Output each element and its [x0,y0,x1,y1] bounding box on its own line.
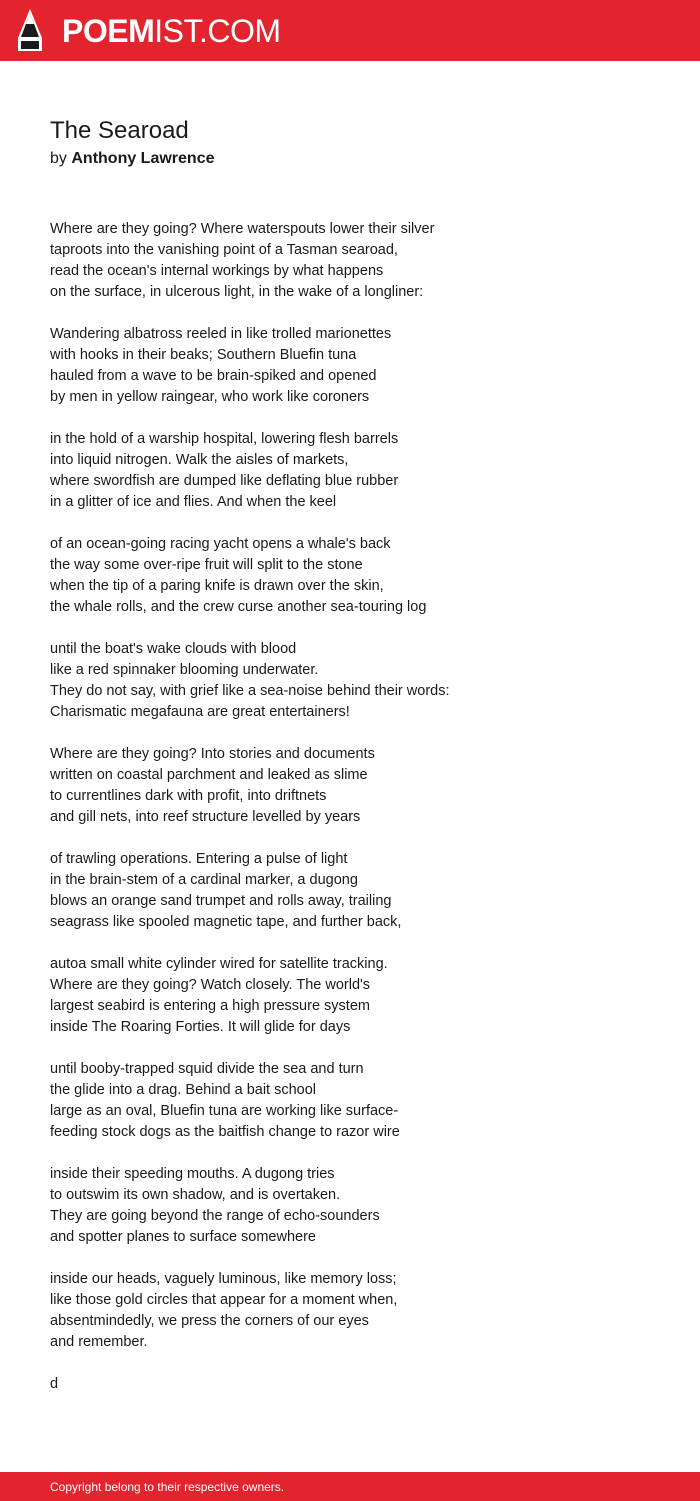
poem-line: into liquid nitrogen. Walk the aisles of markets, [50,452,349,468]
poem-line: large as an oval, Bluefin tuna are working like surface- [50,1103,399,1119]
poem-stanza [50,744,670,828]
poem-line: of an ocean-going racing yacht opens a whale's back [50,536,391,552]
site-header [0,0,700,61]
poem-stanza [50,534,670,618]
poem-stanza [50,429,670,513]
poem-stanza [50,1374,670,1395]
poem-stanza [50,849,670,933]
poem-line: Wandering albatross reeled in like trolled marionettes [50,326,392,342]
poem-line: inside The Roaring Forties. It will glide for days [50,1019,351,1035]
poem-line: on the surface, in ulcerous light, in the wake of a longliner: [50,284,424,300]
author-name: Anthony Lawrence [71,150,215,167]
brand-strong: POEM [62,13,155,49]
poem-stanza [50,954,670,1038]
poem-line: feeding stock dogs as the baitfish change to razor wire [50,1124,400,1140]
poem-line: inside their speeding mouths. A dugong tries [50,1166,335,1182]
poem-line: hauled from a wave to be brain-spiked and opened [50,368,377,384]
poem-title: The Searoad [50,117,189,144]
poem-line: to outswim its own shadow, and is overtaken. [50,1187,341,1203]
poem-line: seagrass like spooled magnetic tape, and further back, [50,914,402,930]
poem-line: in a glitter of ice and flies. And when the keel [50,494,337,510]
poem-stanza [50,219,670,303]
poem-line: like those gold circles that appear for a moment when, [50,1292,398,1308]
poem-line: Where are they going? Watch closely. The world's [50,977,371,993]
poem-stanza [50,1269,670,1353]
site-logo-text[interactable] [62,13,281,49]
poem-stanza [50,639,670,723]
poem-line: Where are they going? Where waterspouts lower their silver [50,221,435,237]
poem-stanza [50,1059,670,1143]
poem-line: inside our heads, vaguely luminous, like memory loss; [50,1271,397,1287]
poem-body [50,219,670,1416]
poem-line: They do not say, with grief like a sea-noise behind their words: [50,683,450,699]
poem-line: d [50,1376,59,1392]
site-footer [0,1472,700,1501]
poem-line: autoa small white cylinder wired for satellite tracking. [50,956,388,972]
poem-line: of trawling operations. Entering a pulse of light [50,851,348,867]
poem-line: blows an orange sand trumpet and rolls away, trailing [50,893,392,909]
poem-stanza [50,324,670,408]
poem-line: the way some over-ripe fruit will split to the stone [50,557,363,573]
poem-line: in the brain-stem of a cardinal marker, a dugong [50,872,358,888]
poem-line: until booby-trapped squid divide the sea and turn [50,1061,364,1077]
poem-line: largest seabird is entering a high pressure system [50,998,370,1014]
poem-line: Charismatic megafauna are great entertainers! [50,704,350,720]
poem-line: and gill nets, into reef structure levelled by years [50,809,361,825]
poem-stanza [50,1164,670,1248]
poem-line: where swordfish are dumped like deflating blue rubber [50,473,399,489]
poem-line: and remember. [50,1334,148,1350]
poem-line: until the boat's wake clouds with blood [50,641,297,657]
poem-line: and spotter planes to surface somewhere [50,1229,316,1245]
by-label: by [50,150,67,167]
brand-light: IST.COM [154,13,281,49]
poem-line: absentmindedly, we press the corners of our eyes [50,1313,369,1329]
poem-line: by men in yellow raingear, who work like coroners [50,389,370,405]
copyright-text: Copyright belong to their respective owners. [50,1480,285,1494]
poem-line: the glide into a drag. Behind a bait school [50,1082,317,1098]
poem-line: written on coastal parchment and leaked as slime [50,767,368,783]
poem-line: like a red spinnaker blooming underwater. [50,662,319,678]
pencil-tip-icon [17,8,43,52]
poem-line: Where are they going? Into stories and documents [50,746,375,762]
poem-line: the whale rolls, and the crew curse another sea-touring log [50,599,427,615]
poem-line: They are going beyond the range of echo-sounders [50,1208,380,1224]
poem-line: read the ocean's internal workings by what happens [50,263,384,279]
byline [50,149,215,169]
poem-line: when the tip of a paring knife is drawn over the skin, [50,578,384,594]
poem-line: taproots into the vanishing point of a Tasman searoad, [50,242,398,258]
poem-line: with hooks in their beaks; Southern Bluefin tuna [50,347,357,363]
poem-line: to currentlines dark with profit, into driftnets [50,788,327,804]
poem-line: in the hold of a warship hospital, lowering flesh barrels [50,431,399,447]
